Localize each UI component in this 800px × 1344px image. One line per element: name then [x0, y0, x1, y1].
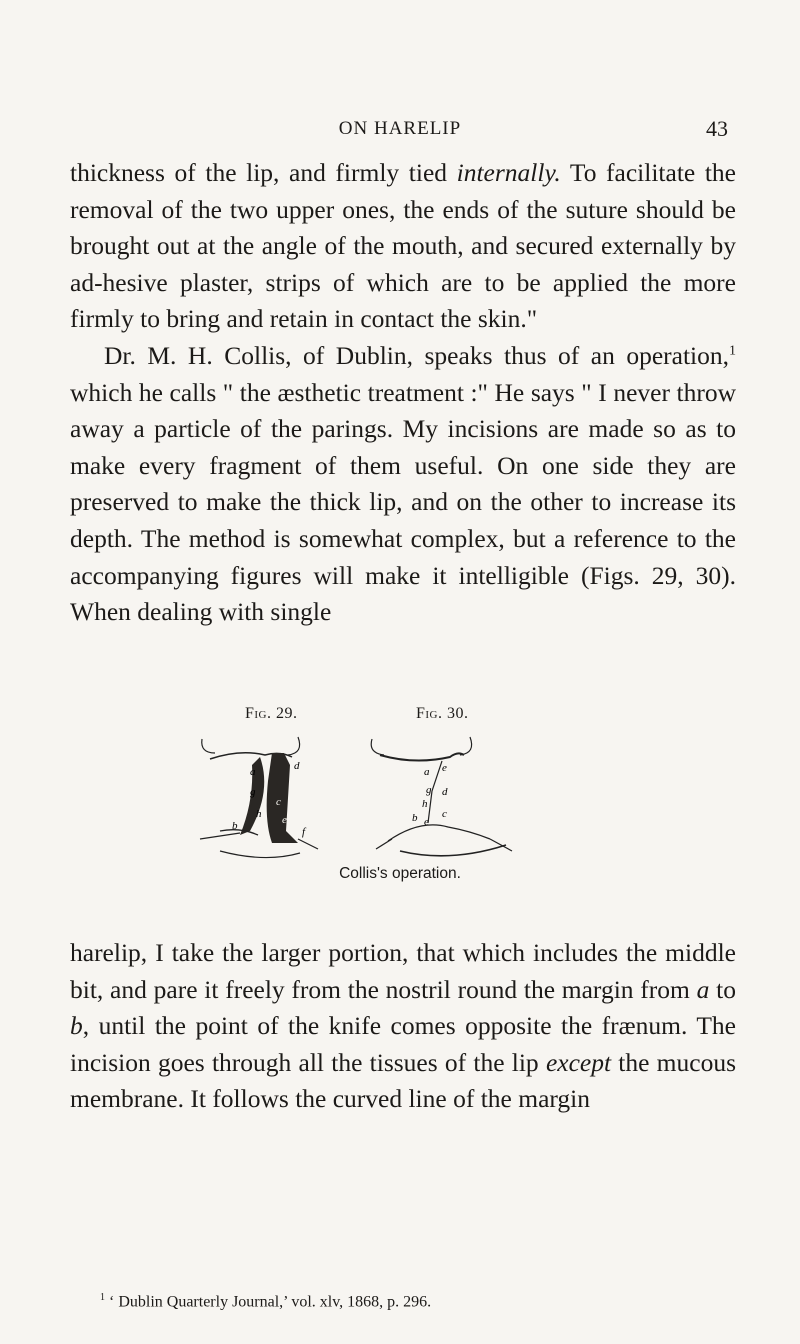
fig-29-letter-g: g [250, 786, 256, 798]
paragraph-2: Dr. M. H. Collis, of Dublin, speaks thus of an operation,$^1$ which he calls " the æsthetic treatment :" He says " I never throw away a particle of the parings. My incisions are made so as to make every fragment of them useful. On one side they are preserved to make the thick lip, and on the other to increase its depth. The method is somewhat complex, but a reference to the accompanying figures will make it intelligible (Figs. 29, 30). When dealing with single [70, 340, 736, 627]
fig-30-letter-c: c [442, 808, 447, 820]
figures-block [180, 705, 620, 915]
running-head: ON HARELIP [338, 118, 462, 139]
fig-30-letter-b: b [412, 812, 418, 824]
fig-29-letter-c: c [276, 796, 281, 808]
paragraph-1: thickness of the lip, and firmly tied internally. To facilitate the removal of the two upper ones, the ends of the suture should be brought out at the angle of the mouth, and secured externally by ad-hesive plaster, strips of which are to be applied the more firmly to bring and retain in contact the skin." [70, 158, 736, 334]
fig-29-drawing [200, 737, 318, 858]
fig-30-letter-g: g [426, 784, 432, 796]
footnote-marker: 1 [100, 1292, 105, 1303]
page-header [70, 118, 730, 142]
fig-30-label: Fig. 30. [416, 705, 469, 722]
italic-internally: internally. [456, 158, 561, 187]
italic-except: except [545, 1047, 612, 1077]
fig-30-letter-d: d [442, 786, 448, 798]
fig-29-letter-f: f [302, 826, 306, 838]
paragraph-3: harelip, I take the larger portion, that which includes the middle bit, and pare it freely from the nostril round the margin from a to b, until the point of the knife comes opposite the frænum. The incision goes through all the tissues of the lip except the mucous membrane. It follows the curved line of the margin [70, 938, 737, 1114]
fig-29-letter-d: d [294, 760, 300, 772]
figure-caption: Collis's operation. [339, 865, 461, 882]
footnote-text: ‘ Dublin Quarterly Journal,’ vol. xlv, 1868, p. 296. [109, 1293, 432, 1311]
page-number: 43 [706, 116, 728, 141]
fig-30-letter-h: h [422, 798, 428, 810]
fig-29-letter-a: a [250, 766, 256, 778]
footnote [100, 1292, 740, 1311]
collis-operation-illustration [180, 731, 620, 866]
fig-30-letter-a: a [424, 766, 430, 778]
fig-29-letter-e: e [282, 814, 287, 826]
text-block-upper [70, 155, 736, 631]
fig-29-label: Fig. 29. [245, 705, 298, 722]
fig-29-letter-h: h [256, 808, 262, 820]
fig-29-letter-b: b [232, 820, 238, 832]
fig-30-letter-e-lower: e [424, 816, 429, 828]
fig-30-letter-e-upper: e [442, 762, 447, 774]
text-block-lower [70, 935, 736, 1118]
fig-30-drawing [371, 737, 512, 856]
footnote-reference: 1 [729, 343, 736, 359]
